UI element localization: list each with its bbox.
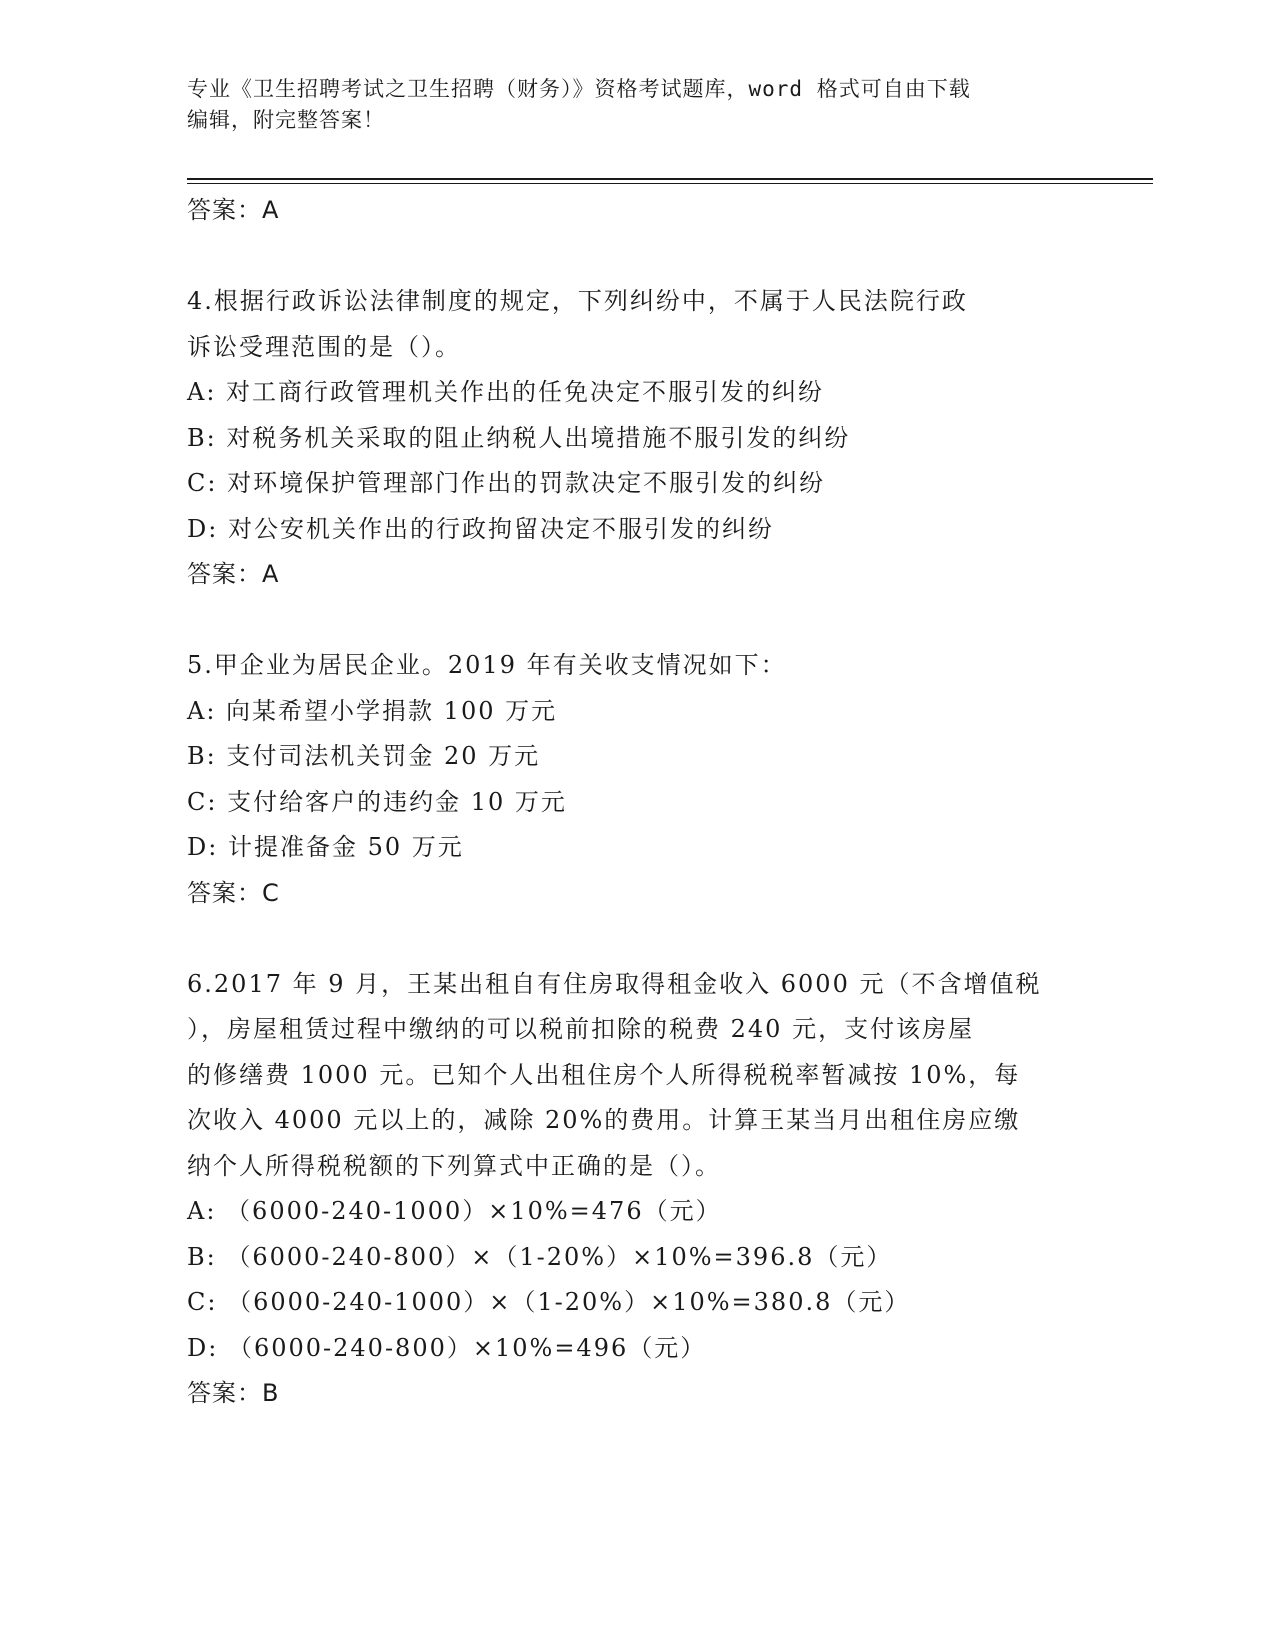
question-stem-line: 的修缮费 1000 元。已知个人出租住房个人所得税税率暂减按 10%，每 <box>187 1060 1021 1089</box>
question-stem-line: 4.根据行政诉讼法律制度的规定，下列纠纷中，不属于人民法院行政 <box>187 287 968 315</box>
question-stem-line: 诉讼受理范围的是（）。 <box>187 332 461 361</box>
answer: 答案：C <box>187 878 280 907</box>
header-divider-thin <box>187 183 1153 184</box>
answer: 答案：A <box>187 560 280 588</box>
option-d: D: 计提准备金 50 万元 <box>187 833 464 861</box>
question-6 <box>187 962 1117 1417</box>
answer: 答案：B <box>187 1379 280 1407</box>
option-b: B: （6000-240-800）×（1-20%）×10%=396.8（元） <box>187 1242 893 1271</box>
question-stem-line: ），房屋租赁过程中缴纳的可以税前扣除的税费 240 元，支付该房屋 <box>187 1015 975 1043</box>
option-b: B: 支付司法机关罚金 20 万元 <box>187 742 541 770</box>
header-line-2: 编辑，附完整答案！ <box>187 108 385 132</box>
option-d: D: 对公安机关作出的行政拘留决定不服引发的纠纷 <box>187 514 774 543</box>
option-a: A: 向某希望小学捐款 100 万元 <box>187 696 558 725</box>
option-d: D: （6000-240-800）×10%=496（元） <box>187 1333 707 1362</box>
question-stem-line: 5.甲企业为居民企业。2019 年有关收支情况如下： <box>187 651 787 679</box>
question-content <box>187 188 1117 1417</box>
previous-answer: 答案：A <box>187 196 280 224</box>
option-a: A: 对工商行政管理机关作出的任免决定不服引发的纠纷 <box>187 378 825 406</box>
document-header <box>187 74 1087 136</box>
option-c: C: （6000-240-1000）×（1-20%）×10%=380.8（元） <box>187 1288 911 1316</box>
header-divider-thick <box>187 178 1153 180</box>
question-stem-line: 纳个人所得税税额的下列算式中正确的是（）。 <box>187 1151 721 1180</box>
option-a: A: （6000-240-1000）×10%=476（元） <box>187 1197 722 1225</box>
question-5 <box>187 643 1117 916</box>
header-line-1: 专业《卫生招聘考试之卫生招聘（财务）》资格考试题库，word 格式可自由下载 <box>187 77 971 101</box>
option-b: B: 对税务机关采取的阻止纳税人出境措施不服引发的纠纷 <box>187 423 851 452</box>
option-c: C: 对环境保护管理部门作出的罚款决定不服引发的纠纷 <box>187 469 826 497</box>
option-c: C: 支付给客户的违约金 10 万元 <box>187 787 567 816</box>
question-4 <box>187 279 1117 598</box>
question-stem-line: 次收入 4000 元以上的，减除 20%的费用。计算王某当月出租住房应缴 <box>187 1106 1021 1134</box>
question-stem-line: 6.2017 年 9 月，王某出租自有住房取得租金收入 6000 元（不含增值税 <box>187 969 1042 998</box>
